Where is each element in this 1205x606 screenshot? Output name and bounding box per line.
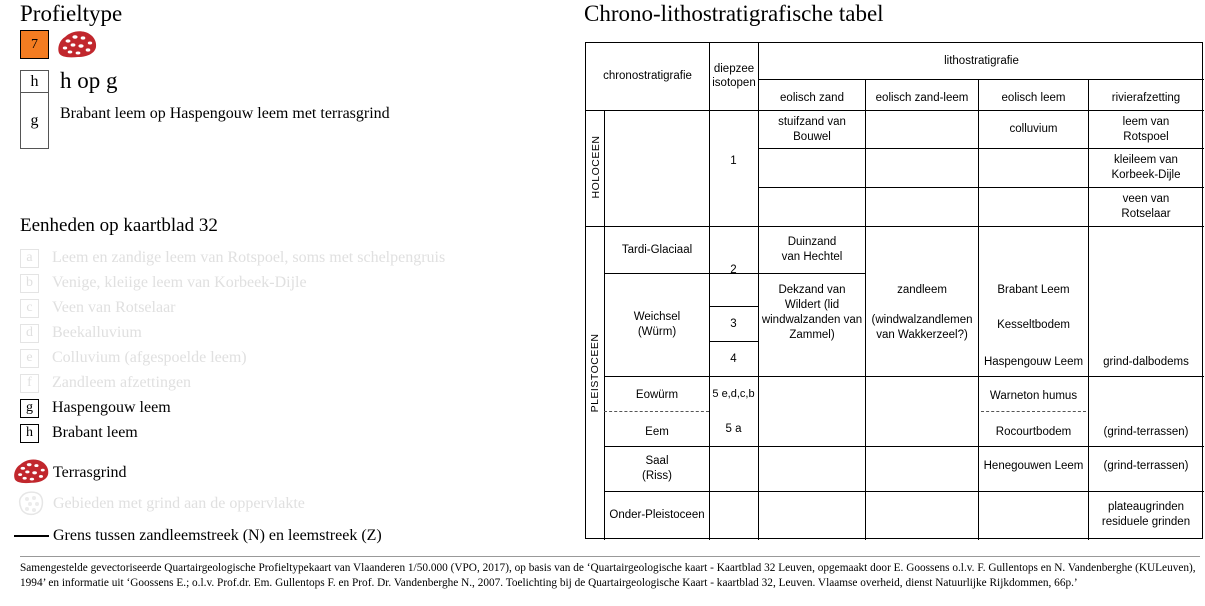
unit-key: f <box>20 374 39 393</box>
boundary-label: Grens tussen zandleemstreek (N) en leemstreek (Z) <box>53 527 382 544</box>
footer-divider <box>20 556 1200 557</box>
saal-cell: Saal (Riss) <box>641 455 673 482</box>
grind-terrassen-cell: (grind-terrassen) <box>1103 425 1189 438</box>
units-legend <box>20 247 445 444</box>
unit-row-b <box>20 272 445 294</box>
isotope-2: 2 <box>730 263 737 276</box>
unit-key: e <box>20 349 39 368</box>
unit-row-f <box>20 372 445 394</box>
dekzand-cell: Dekzand van Wildert (lid windwalzanden van Zammel) <box>761 284 863 341</box>
unit-label: Venige, kleiige leem van Korbeek-Dijle <box>52 274 307 291</box>
isotope-3: 3 <box>730 317 737 330</box>
isotope-5edcb: 5 e,d,c,b <box>712 387 755 400</box>
h-letter: h <box>30 72 39 90</box>
unit-label: Zandleem afzettingen <box>52 374 192 391</box>
profile-description: Brabant leem op Haspengouw leem met terrasgrind <box>60 105 390 122</box>
zandleem-cell: zandleem <box>897 283 947 296</box>
veen-cell: veen van Rotselaar <box>1121 193 1171 220</box>
unit-label: Colluvium (afgespoelde leem) <box>52 349 247 366</box>
header-isotopen: diepzee isotopen <box>712 63 756 89</box>
g-box <box>20 93 49 149</box>
leem-rotspoel-cell: leem van Rotspoel <box>1122 115 1170 143</box>
gravel-area-label: Gebieden met grind aan de oppervlakte <box>53 495 305 512</box>
unit-label: Veen van Rotselaar <box>52 299 176 316</box>
header-eolisch-zand: eolisch zand <box>780 91 844 104</box>
header-lithostratigrafie: lithostratigrafie <box>944 54 1019 67</box>
tardi-glaciaal-cell: Tardi-Glaciaal <box>621 243 693 256</box>
unit-label: Haspengouw leem <box>52 399 171 416</box>
unit-key: g <box>20 399 39 418</box>
gravel-blob-icon <box>56 29 98 59</box>
h-box <box>20 70 49 93</box>
epoch-pleistoceen: PLEISTOCEEN <box>588 333 601 413</box>
unit-label: Beekalluvium <box>52 324 142 341</box>
duinzand-cell: Duinzand van Hechtel <box>781 236 843 263</box>
gravel-label: Terrasgrind <box>53 464 127 481</box>
unit-row-d <box>20 322 445 344</box>
grind-terrassen-cell: (grind-terrassen) <box>1103 459 1189 472</box>
grind-dalbodems-cell: grind-dalbodems <box>1103 355 1189 368</box>
brabant-leem-cell: Brabant Leem <box>997 283 1070 296</box>
kleileem-cell: kleileem van Korbeek-Dijle <box>1111 154 1181 181</box>
weichsel-cell: Weichsel (Würm) <box>633 311 681 338</box>
gravel-area-icon <box>18 490 44 516</box>
unit-key: b <box>20 274 39 293</box>
onder-pleistoceen-cell: Onder-Pleistoceen <box>609 508 705 521</box>
header-rivierafzetting: rivierafzetting <box>1111 91 1181 104</box>
stuifzand-cell: stuifzand van Bouwel <box>778 115 846 143</box>
table-title: Chrono-lithostratigrafische tabel <box>584 1 884 26</box>
units-title: Eenheden op kaartblad 32 <box>20 215 218 236</box>
unit-label: Brabant leem <box>52 424 138 441</box>
unit-row-a <box>20 247 445 269</box>
footer-source: Samengestelde gevectoriseerde Quartairgeologische Profieltypekaart van Vlaanderen 1/50.000 (VPO, 2017), op basis van de ‘Quartairgeologische kaart - Kaartblad 32 Leuven, opgemaakt door E. Goossens o.l.v. F. Gullentops en N. Vandenberghe (KULeuven), 1994’ en informatie uit ‘Goossens E.; o.l.v. Prof.dr. Em. Gullentops F. en Prof. Dr. Vandenberghe N., 2007. Toelichting bij de Quartairgeologische Kaart - kaartblad 32, Leuven. Vlaamse overheid, dienst Natuurlijke Rijkdommen, 66p.’ <box>20 562 1196 589</box>
eowurm-cell: Eowürm <box>635 388 679 401</box>
colluvium-cell: colluvium <box>1009 123 1058 135</box>
plateaugrinden-cell: plateaugrinden residuele grinden <box>1101 501 1191 528</box>
unit-key: a <box>20 249 39 268</box>
profile-swatch <box>20 30 49 59</box>
unit-key: h <box>20 424 39 443</box>
header-eolisch-zandleem: eolisch zand-leem <box>875 91 969 104</box>
g-letter: g <box>30 111 39 129</box>
header-chronostratigrafie: chronostratigrafie <box>603 70 692 82</box>
profile-code: 7 <box>31 36 38 52</box>
hg-label: h op g <box>60 68 118 93</box>
unit-label: Leem en zandige leem van Rotspoel, soms met schelpengruis <box>52 249 446 266</box>
boundary-line-icon <box>14 535 49 537</box>
isotope-5a: 5 a <box>725 423 742 435</box>
unit-key: d <box>20 324 39 343</box>
eem-cell: Eem <box>645 425 669 438</box>
unit-row-h <box>20 422 445 444</box>
header-eolisch-leem: eolisch leem <box>1001 91 1066 104</box>
unit-key: c <box>20 299 39 318</box>
epoch-holoceen: HOLOCEEN <box>589 135 602 199</box>
profile-title: Profieltype <box>20 1 123 26</box>
unit-row-e <box>20 347 445 369</box>
unit-row-c <box>20 297 445 319</box>
haspengouw-leem-cell: Haspengouw Leem <box>983 355 1084 368</box>
rocourtbodem-cell: Rocourtbodem <box>995 425 1072 438</box>
isotope-1: 1 <box>730 154 737 167</box>
windwalzandlemen-cell: (windwalzandlemen van Wakkerzeel?) <box>871 314 973 341</box>
kesseltbodem-cell: Kesseltbodem <box>997 318 1070 331</box>
chrono-litho-table <box>585 42 1203 539</box>
unit-row-g <box>20 397 445 419</box>
isotope-4: 4 <box>730 352 737 365</box>
warneton-cell: Warneton humus <box>989 389 1078 402</box>
gravel-blob-icon <box>12 457 50 485</box>
henegouwen-cell: Henegouwen Leem <box>983 459 1084 472</box>
